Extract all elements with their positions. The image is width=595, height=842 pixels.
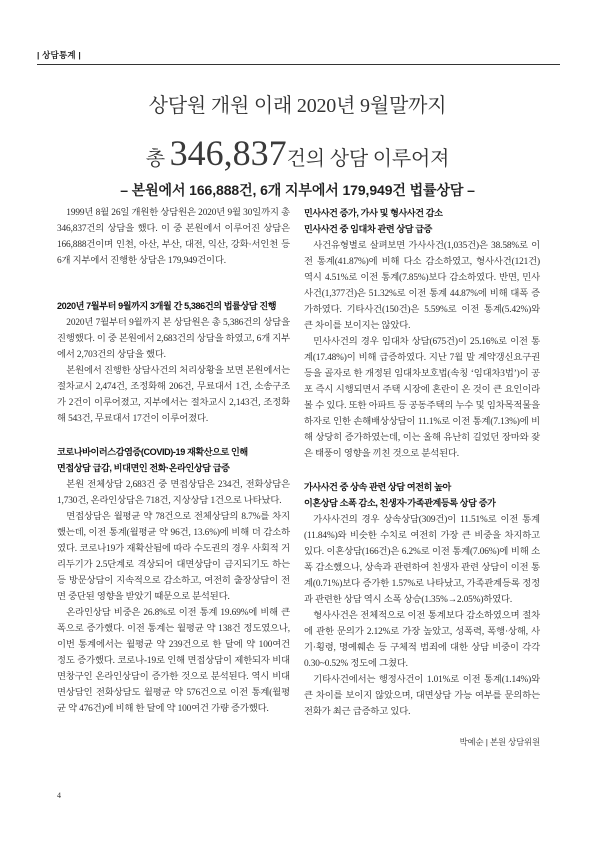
title-count-number: 346,837 [169,133,287,173]
section-heading-line: 가사사건 중 상속 관련 상담 여전히 높아 [304,482,451,492]
section-paragraph: 본원 전체상담 2,683건 중 면접상담은 234건, 전화상담은 1,730건, 온라인상담은 718건, 지상상담 1건으로 나타났다. [57,480,290,506]
section-heading [304,479,540,511]
title-line-1: 상담원 개원 이래 2020년 9월말까지 [148,95,447,117]
section-paragraph: 민사사건의 경우 임대차 상담(675건)이 25.16%로 이전 통계(17.48%)이 비해 급증하였다. 지난 7월 말 계약갱신요구권 등을 골자로 한 개정된 임대차보호법(속칭 ‘임대차3법’)이 공포 즉시 시행되면서 주택 시장에 혼란이 온 것이 큰 요인이라 볼 수 있다. 또한 아파트 등 공동주택의 누수 및 임차목적물을 하자로 인한 손해배상상담이 11.1%로 이전 통계(7.13%)에 비해 상당히 증가하였는데, 이는 올해 유난히 길었던 장마와 잦은 태풍이 영향을 끼친 것으로 분석된다. [304,337,540,459]
section-paragraph: 온라인상담 비중은 26.8%로 이전 통계 19.69%에 비해 큰 폭으로 증가했다. 이전 통계는 월평균 약 138건 정도였으나, 이번 통계에서는 월평균 약 239건으로 한 달에 약 100여건 정도 증가했다. 코로나-19로 인해 면접상담이 제한되자 비대면창구인 온라인상담이 증가한 것으로 분석된다. 역시 비대면상담인 전화상담도 월평균 약 576건으로 이전 통계(월평균 약 476건)에 비해 한 달에 약 100여건 가량 증가했다. [57,608,290,714]
section-paragraph: 기타사건에서는 행정사건이 1.01%로 이전 통계(1.14%)와 큰 차이를 보이지 않았으며, 대면상담 가능 여부를 문의하는 전화가 최근 급증하고 있다. [304,675,540,717]
page-number: 4 [57,791,61,800]
section-heading [57,298,290,314]
section-paragraph: 면접상담은 월평균 약 78건으로 전체상담의 8.7%를 차지했는데, 이전 통계(월평균 약 96건, 13.6%)에 비해 더 감소하였다. 코로나19가 재확산됨에 따라 수도권의 경우 사회적 거리두기가 2.5단계로 격상되어 대면상담이 금지되기도 하는 등 방문상담이 지속적으로 감소하고, 여전히 출장상담이 전면 중단된 영향을 받았기 때문으로 분석된다. [57,512,290,602]
intro-paragraph: 1999년 8월 26일 개원한 상담원은 2020년 9월 30일까지 총 346,837건의 상담을 했다. 이 중 본원에서 이루어진 상담은 166,888건이며 인천, 아산, 부산, 대전, 익산, 강화·서인천 등 6개 지부에서 진행한 상담은 179,949건이다. [57,208,290,266]
right-column [304,205,540,750]
section-heading-line: 이혼상담 소폭 감소, 친생자·가족관계등록 상담 증가 [304,498,496,508]
title-count-prefix: 총 [145,148,170,170]
left-column [57,205,290,717]
section-covid-consultations [57,444,290,717]
title-line-2 [20,131,575,175]
section-heading-line: 코로나바이러스감염증(COVID)-19 재확산으로 인해 [57,447,248,457]
section-heading-line: 민사사건 중 임대차 관련 상담 급증 [304,224,433,234]
section-quarterly-consultations [57,298,290,427]
section-heading [57,444,290,476]
section-paragraph: 2020년 7월부터 9월까지 본 상담원은 총 5,386건의 상담을 진행했다. 이 중 본원에서 2,683건의 상담을 하였고, 6개 지부에서 2,703건의 상담을 했다. [57,318,290,360]
title-count-suffix: 건의 상담 이루어져 [286,148,450,170]
section-paragraph: 본원에서 진행한 상담사건의 처리상황을 보면 본원에서는 절차교시 2,474건, 조정화해 206건, 무료대서 1건, 소송구조가 2건이 이루어졌고, 지부에서는 절차교시 2,143건, 조정화해 543건, 무료대서 17건이 이루어졌다. [57,366,290,424]
section-civil-cases [304,205,540,462]
article-subtitle: – 본원에서 166,888건, 6개 지부에서 179,949건 법률상담 – [120,182,475,198]
section-heading-line: 면접상담 급감, 비대면인 전화·온라인상담 급증 [57,463,230,473]
section-label: | 상담통계 | [37,50,81,60]
section-family-cases [304,479,540,720]
article-title [20,92,575,175]
author-byline: 박예순 | 본원 상담위원 [459,737,540,747]
section-heading-line: 2020년 7월부터 9월까지 3개월 간 5,386건의 법률상담 진행 [57,301,277,311]
section-heading-line: 민사사건 증가, 가사 및 형사사건 감소 [304,208,443,218]
section-paragraph: 사건유형별로 살펴보면 가사사건(1,035건)은 38.58%로 이전 통계(41.87%)에 비해 다소 감소하였고, 형사사건(121건) 역시 4.51%로 이전 통계(7.85%)보다 감소하였다. 반면, 민사사건(1,377건)은 51.32%로 이전 통계 44.87%에 비해 대폭 증가하였다. 기타사건(150건)은 5.59%로 이전 통계(5.42%)와 큰 차이를 보이지는 않았다. [304,241,540,331]
section-heading [304,205,540,237]
section-paragraph: 가사사건의 경우 상속상담(309건)이 11.51%로 이전 통계(11.84%)와 비슷한 수치로 여전히 가장 큰 비중을 차지하고 있다. 이혼상담(166건)은 6.2%로 이전 통계(7.06%)에 비해 소폭 감소했으나, 상속과 관련하여 친생자 관련 상담이 이전 통계(0.71%)보다 증가한 1.57%로 나타났고, 가족관계등록 정정과 관련한 상담 역시 소폭 상승(1.35%→2.05%)하였다. [304,515,540,605]
header-rule [37,64,560,65]
section-paragraph: 형사사건은 전체적으로 이전 통계보다 감소하였으며 절차에 관한 문의가 2.12%로 가장 높았고, 성폭력, 폭행·상해, 사기·횡령, 명예훼손 등 구체적 범죄에 대한 상담 비중이 각각 0.30~0.52% 정도에 그쳤다. [304,611,540,669]
